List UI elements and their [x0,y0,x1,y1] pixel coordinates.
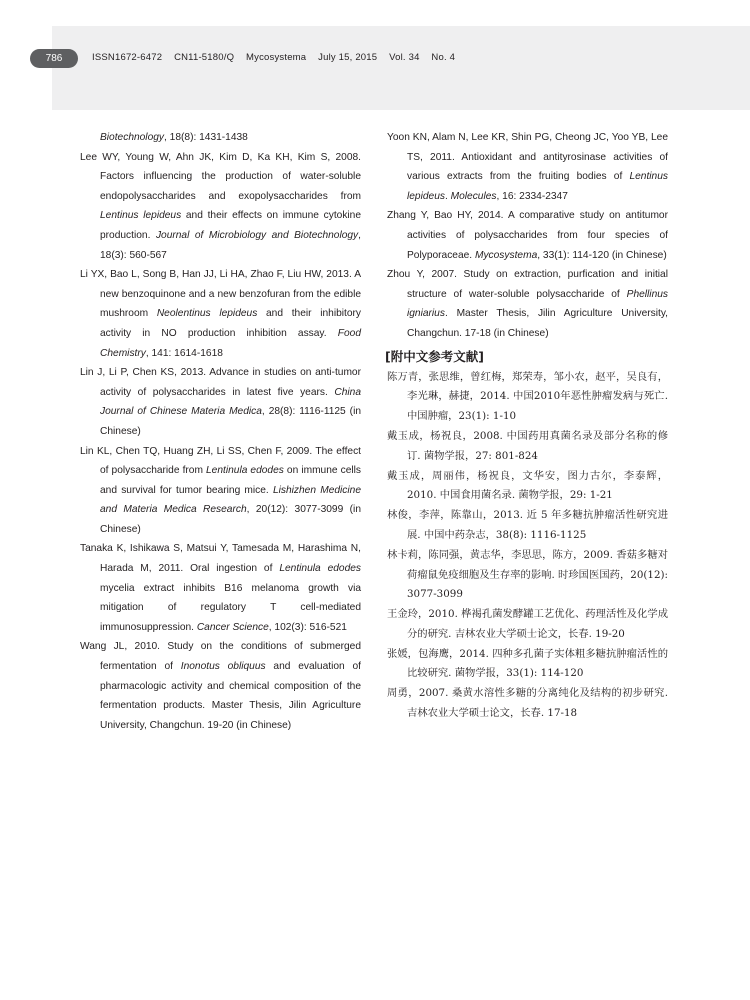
chinese-reference-entry: 张媛，包海鹰，2014. 四种多孔菌子实体粗多糖抗肿瘤活性的比较研究. 菌物学报，33(1): 114-120 [387,647,668,680]
reference-entry: Biotechnology, 18(8): 1431-1438 [100,132,248,143]
issue: No. 4 [431,52,456,63]
reference-entry: Yoon KN, Alam N, Lee KR, Shin PG, Cheong JC, Yoo YB, Lee TS, 2011. Antioxidant and antityrosinase activities of various extracts from the fruiting bodies of Lentinus lepideus. Molecules, 16: 2334-2347 [387,132,668,202]
reference-entry: Tanaka K, Ishikawa S, Matsui Y, Tamesada M, Harashima N, Harada M, 2011. Oral ingestion of Lentinula edodes mycelia extract inhibits B16 melanoma growth via mitigation of regulatory T cell-mediated immunosuppression. Cancer Science, 102(3): 516-521 [80,543,361,633]
chinese-reference-entry: 戴玉成，杨祝良，2008. 中国药用真菌名录及部分名称的修订. 菌物学报，27: 801-824 [387,429,668,462]
chinese-references [387,368,668,724]
reference-entry: Wang JL, 2010. Study on the conditions of submerged fermentation of Inonotus obliquus and evaluation of pharmacologic activity and chemical composition of the fermentation products. Master Thesis, Jilin Agriculture University, Changchun. 19-20 (in Chinese) [80,641,361,731]
english-references [387,128,668,344]
chinese-reference-entry: 周勇，2007. 桑黄水溶性多糖的分离纯化及结构的初步研究. 吉林农业大学硕士论文，长春. 17-18 [387,687,668,720]
cn-number: CN11-5180/Q [174,52,235,63]
publication-date: July 15, 2015 [318,52,378,63]
reference-entry: Lee WY, Young W, Ahn JK, Kim D, Ka KH, Kim S, 2008. Factors influencing the production of water-soluble endopolysaccharides and exopolysaccharides from Lentinus lepideus and their effects on immune cytokine production. Journal of Microbiology and Biotechnology, 18(3): 560-567 [80,151,362,261]
reference-entry: Lin KL, Chen TQ, Huang ZH, Li SS, Chen F, 2009. The effect of polysaccharide from Lentinula edodes on immune cells and survival for tumor bearing mice. Lishizhen Medicine and Materia Medica Research, 20(12): 3077-3099 (in Chinese) [80,445,361,535]
chinese-reference-entry: 陈万青，张思维，曾红梅，郑荣寿，邹小农，赵平，吴良有，李光琳，赫捷，2014. 中国2010年恶性肿瘤发病与死亡. 中国肿瘤，23(1): 1-10 [387,370,668,423]
right-reference-column [387,128,668,724]
chinese-references-heading: [附中文参考文献] [385,348,484,364]
reference-entry: Zhou Y, 2007. Study on extraction, purfication and initial structure of water-soluble polysaccharide of Phellinus igniarius. Master Thesis, Jilin Agriculture University, Changchun. 17-18 (in Chinese) [387,269,668,339]
chinese-reference-entry: 林卡莉，陈同强，黄志华，李思思，陈方，2009. 香菇多糖对荷瘤鼠免疫细胞及生存率的影响. 时珍国医国药，20(12): 3077-3099 [387,548,668,601]
reference-entry: Zhang Y, Bao HY, 2014. A comparative study on antitumor activities of polysaccharides from four species of Polyporaceae. Mycosystema, 33(1): 114-120 (in Chinese) [387,210,668,261]
running-header-band [52,26,750,110]
running-header [92,52,464,63]
page-number-badge: 786 [30,49,78,68]
reference-entry: Li YX, Bao L, Song B, Han JJ, Li HA, Zhao F, Liu HW, 2013. A new benzoquinone and a new benzofuran from the edible mushroom Neolentinus lepideus and their inhibitory activity in NO production inhibition assay. Food Chemistry, 141: 1614-1618 [80,269,361,359]
journal-name: Mycosystema [246,52,307,63]
chinese-reference-entry: 王金玲，2010. 桦褐孔菌发酵罐工艺优化、药理活性及化学成分的研究. 吉林农业大学硕士论文，长春. 19-20 [387,608,668,640]
reference-entry: Lin J, Li P, Chen KS, 2013. Advance in studies on anti-tumor activity of polysaccharides in latest five years. China Journal of Chinese Materia Medica, 28(8): 1116-1125 (in Chinese) [80,367,361,437]
left-reference-column [80,128,361,735]
chinese-reference-entry: 戴玉成，周丽伟，杨祝良，文华安，图力古尔，李泰辉，2010. 中国食用菌名录. 菌物学报，29: 1-21 [387,469,668,502]
chinese-reference-entry: 林俊，李萍，陈靠山，2013. 近 5 年多糖抗肿瘤活性研究进展. 中国中药杂志，38(8): 1116-1125 [387,509,668,541]
issn: ISSN1672-6472 [92,52,163,63]
volume: Vol. 34 [389,52,420,63]
